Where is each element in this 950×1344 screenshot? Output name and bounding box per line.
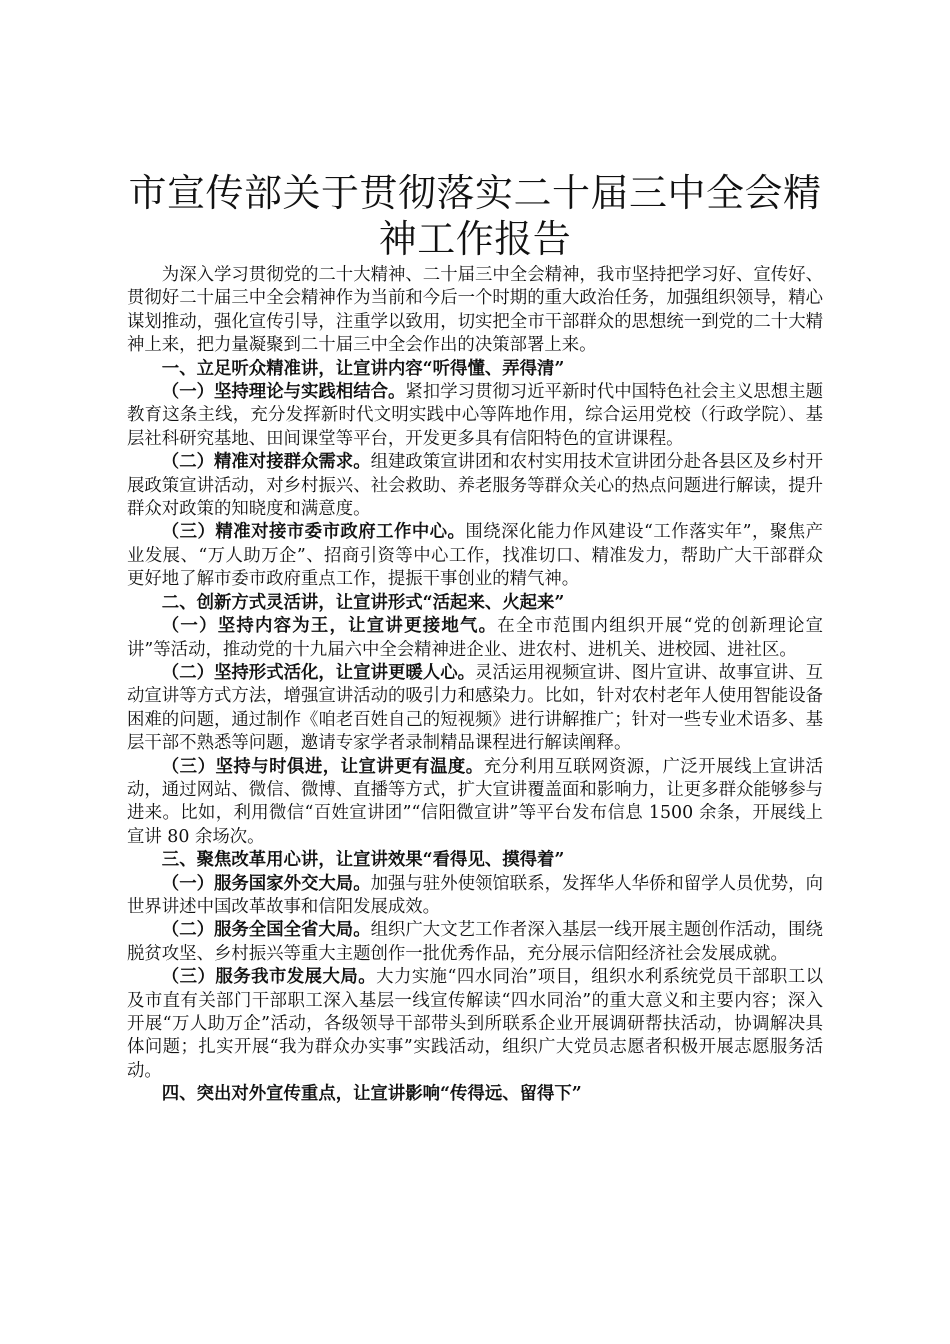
intro-paragraph: 为深入学习贯彻党的二十大精神、二十届三中全会精神，我市坚持把学习好、宣传好、贯彻好二十届三中全会精神作为当前和今后一个时期的重大政治任务，加强组织领导，精心谋划推动，强化宣传引导，注重学以致用，切实把全市干部群众的思想统一到党的二十大精神上来，把力量凝聚到二十届三中全会作出的决策部署上来。 xyxy=(127,265,823,356)
item-text: 围绕深化能力作风建设“工作落实年”，聚焦产业发展、“万人助万企”、招商引资等中心工作，找准切口、精准发力，帮助广大干部群众更好地了解市委市政府重点工作，提振干事创业的精气神。 xyxy=(127,522,823,590)
item-lead: （二）服务全国全省大局。 xyxy=(161,920,371,941)
document-page xyxy=(127,170,823,1107)
item-lead: （三）坚持与时俱进，让宣讲更有温度。 xyxy=(161,756,484,777)
item-text: 加强与驻外使领馆联系，发挥华人华侨和留学人员优势，向世界讲述中国改革故事和信阳发展成效。 xyxy=(127,873,823,917)
section-3-item-3 xyxy=(127,966,823,1083)
section-heading-1: 一、立足听众精准讲，让宣讲内容“听得懂、弄得清” xyxy=(161,358,565,379)
item-lead: （一）服务国家外交大局。 xyxy=(161,873,371,894)
item-text: 紧扣学习贯彻习近平新时代中国特色社会主义思想主题教育这条主线，充分发挥新时代文明实践中心等阵地作用，综合运用党校（行政学院）、基层社科研究基地、田间课堂等平台，开发更多具有信阳特色的宣讲课程。 xyxy=(127,382,823,449)
section-heading-3: 三、聚焦改革用心讲，让宣讲效果“看得见、摸得着” xyxy=(161,850,565,871)
item-text: 组建政策宣讲团和农村实用技术宣讲团分赴各县区及乡村开展政策宣讲活动，对乡村振兴、社会救助、养老服务等群众关心的热点问题进行解读，提升群众对政策的知晓度和满意度。 xyxy=(127,452,823,520)
item-lead: （一）坚持内容为王，让宣讲更接地气。 xyxy=(161,616,498,637)
document-title: 市宣传部关于贯彻落实二十届三中全会精神工作报告 xyxy=(128,171,822,261)
section-3-item-1 xyxy=(127,873,823,920)
section-heading-4: 四、突出对外宣传重点，让宣讲影响“传得远、留得下” xyxy=(161,1084,582,1105)
section-2-item-1 xyxy=(127,615,823,662)
section-2-item-2 xyxy=(127,662,823,756)
item-lead: （三）服务我市发展大局。 xyxy=(161,967,377,988)
section-1-item-1 xyxy=(127,381,823,451)
item-lead: （二）坚持形式活化，让宣讲更暖人心。 xyxy=(161,662,475,683)
item-text: 灵活运用视频宣讲、图片宣讲、故事宣讲、互动宣讲等方式方法，增强宣讲活动的吸引力和感染力。比如，针对农村老年人使用智能设备困难的问题，通过制作《咱老百姓自己的短视频》进行讲解推广；针对一些专业术语多、基层干部不熟悉等问题，邀请专家学者录制精品课程进行解读阐释。 xyxy=(127,662,823,754)
item-text: 组织广大文艺工作者深入基层一线开展主题创作活动，围绕脱贫攻坚、乡村振兴等重大主题创作一批优秀作品，充分展示信阳经济社会发展成就。 xyxy=(127,920,823,964)
item-lead: （三）精准对接市委市政府工作中心。 xyxy=(161,522,466,543)
section-2-item-3 xyxy=(127,756,823,850)
section-1-item-2 xyxy=(127,451,823,521)
section-heading-2: 二、创新方式灵活讲，让宣讲形式“活起来、火起来” xyxy=(161,592,565,613)
item-text: 充分利用互联网资源，广泛开展线上宣讲活动，通过网站、微信、微博、直播等方式，扩大宣讲覆盖面和影响力，让更多群众能够参与进来。比如，利用微信“百姓宣讲团”“信阳微宣讲”等平台发布信息 1500 余条，开展线上宣讲 80 余场次。 xyxy=(127,756,823,847)
item-lead: （二）精准对接群众需求。 xyxy=(161,452,371,473)
item-lead: （一）坚持理论与实践相结合。 xyxy=(161,382,406,403)
section-1-item-3 xyxy=(127,521,823,591)
item-text: 大力实施“四水同治”项目，组织水利系统党员干部职工以及市直有关部门干部职工深入基层一线宣传解读“四水同治”的重大意义和主要内容；深入开展“万人助万企”活动，各级领导干部带头到所联系企业开展调研帮扶活动，协调解决具体问题；扎实开展“我为群众办实事”实践活动，组织广大党员志愿者积极开展志愿服务活动。 xyxy=(127,967,823,1081)
item-text: 在全市范围内组织开展“党的创新理论宣讲”等活动，推动党的十九届六中全会精神进企业、进农村、进机关、进校园、进社区。 xyxy=(127,616,823,660)
section-3-item-2 xyxy=(127,919,823,966)
